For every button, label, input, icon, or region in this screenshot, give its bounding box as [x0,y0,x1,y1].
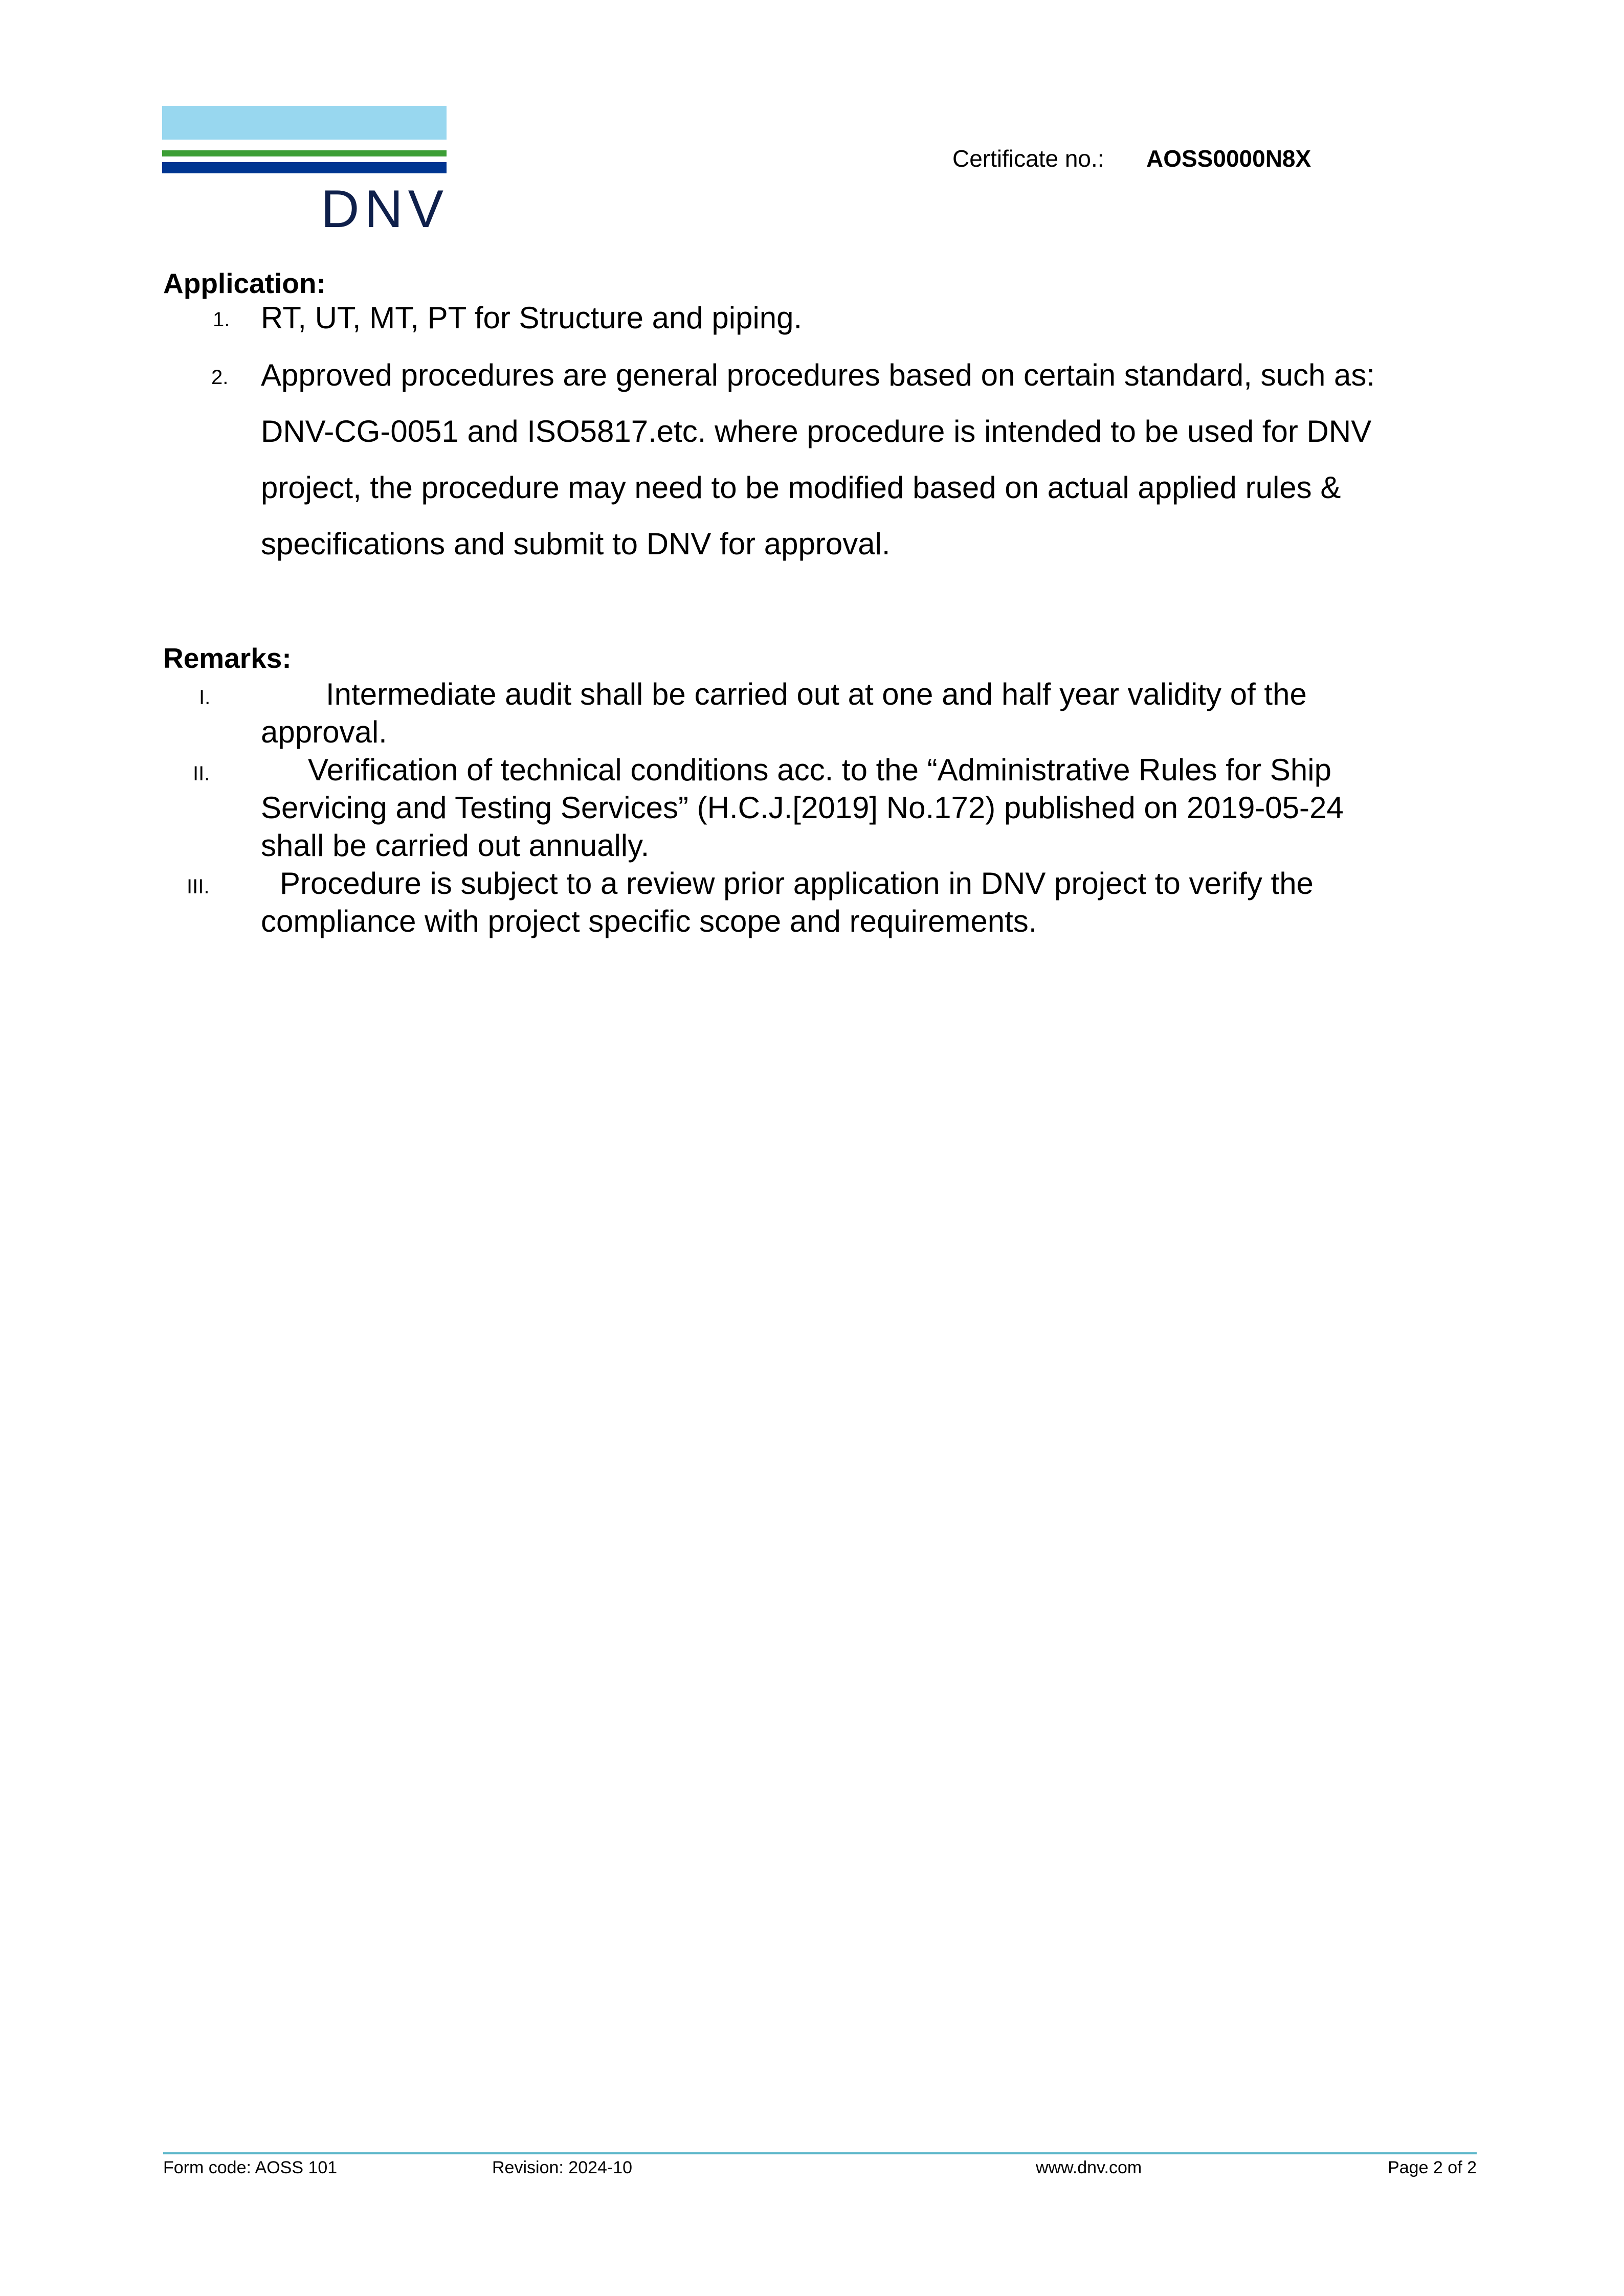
remark-item-marker: II. [193,762,210,785]
certificate-label: Certificate no.: [952,145,1104,172]
certificate-number: AOSS0000N8X [1146,145,1311,172]
remark-item-line: compliance with project specific scope and requirements. [261,904,1037,938]
remark-item-line: Procedure is subject to a review prior application in DNV project to verify the [280,866,1314,901]
logo-blue-stripe [162,162,447,173]
remark-item-line: shall be carried out annually. [261,828,650,863]
footer-divider [163,2152,1477,2154]
certificate-number-block [952,145,1311,173]
remark-item-line: Verification of technical conditions acc. to the “Administrative Rules for Ship [308,753,1331,787]
footer-form-code: Form code: AOSS 101 [163,2158,338,2177]
remark-item-marker: III. [187,875,210,898]
footer-website[interactable]: www.dnv.com [1036,2158,1142,2177]
remark-item-line: Servicing and Testing Services” (H.C.J.[2019] No.172) published on 2019-05-24 [261,791,1344,825]
application-item-line: Approved procedures are general procedures based on certain standard, such as: [261,358,1375,392]
logo-wordmark: DNV [321,179,449,239]
application-item-line: DNV-CG-0051 and ISO5817.etc. where procedure is intended to be used for DNV [261,414,1372,448]
application-item-marker: 1. [213,308,230,331]
remark-item-marker: I. [199,686,211,709]
application-item-line: specifications and submit to DNV for approval. [261,527,891,561]
remark-item-line: approval. [261,715,387,749]
application-heading: Application: [163,267,326,299]
application-item-line: project, the procedure may need to be modified based on actual applied rules & [261,470,1341,505]
footer-page-number: Page 2 of 2 [1388,2158,1477,2177]
dnv-logo [162,106,449,239]
logo-light-blue-bar [162,106,447,140]
remark-item-line: Intermediate audit shall be carried out at one and half year validity of the [326,677,1307,711]
application-item-marker: 2. [211,366,229,389]
logo-green-stripe [162,150,447,156]
footer-revision: Revision: 2024-10 [492,2158,633,2177]
application-item-line: RT, UT, MT, PT for Structure and piping. [261,301,803,335]
remarks-heading: Remarks: [163,642,292,674]
